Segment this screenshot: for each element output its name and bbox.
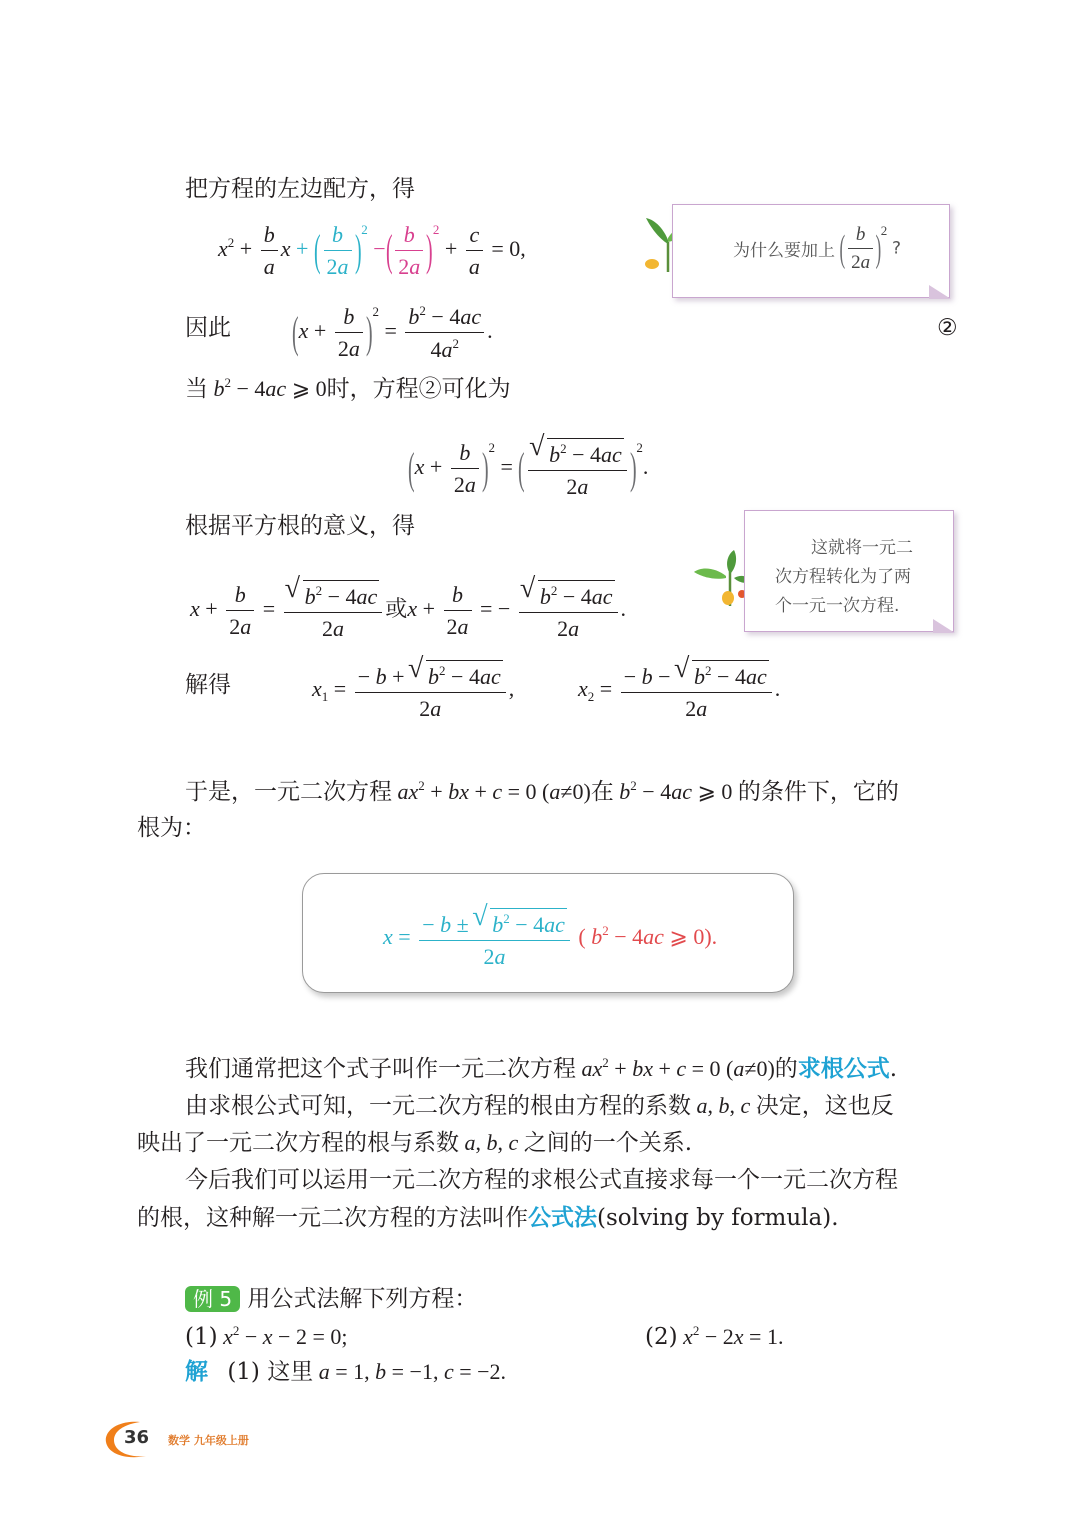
text-p1-b: 在	[590, 779, 614, 805]
text-condition-line	[185, 375, 511, 404]
note2-line-2: 次方程转化为了两	[775, 567, 911, 587]
plant-sprout-icon	[690, 548, 752, 610]
equation-squares-equal: (x + $\frac{b}{2a}$ )$^2$ = ( √ $\frac{b^2 - 4ac}{2a}$ )$^2$.	[408, 438, 648, 500]
text-p2-b: 的	[774, 1056, 798, 1082]
solution-x1: $x_1$ = $\frac{- b + √ b^2 - 4ac}{2a}$ ,	[312, 660, 514, 722]
condition-discriminant: $b^2 - 4ac$ ⩾ 0	[213, 375, 327, 401]
quadratic-formula-box	[302, 873, 794, 993]
example-item-2-label: (2)	[645, 1324, 678, 1350]
note-question-mark: ?	[891, 238, 901, 259]
paragraph-coefficients-2: 映出了一元二次方程的根与系数 a, b, c 之间的一个关系.	[137, 1130, 693, 1156]
term-root-formula: 求根公式	[797, 1056, 890, 1082]
example-item-2: (2) $x^2 - 2x = 1$.	[645, 1323, 784, 1350]
text-p3-a: 由求根公式可知，一元二次方程的根由方程的系数	[185, 1093, 691, 1119]
label-solve: 解得	[185, 672, 231, 698]
example-item-1: (1) $x^2 - x - 2 = 0$;	[185, 1323, 348, 1350]
example-title: 用公式法解下列方程：	[247, 1286, 478, 1312]
paragraph-formula-method-1: 今后我们可以运用一元二次方程的求根公式直接求每一个一元二次方程	[185, 1167, 898, 1193]
text-roots-are: 根为：	[137, 815, 206, 841]
quadratic-formula: x = $\frac{- b \pm √ b^2 - 4ac}{2a}$ ( $b^2 - 4ac$ ⩾ 0).	[383, 908, 717, 970]
text-line-complete-square: 把方程的左边配方，得	[185, 176, 415, 202]
note-page-curl	[933, 619, 955, 633]
note-page-curl	[929, 285, 951, 299]
solution-line: 解 (1) 这里 a = 1, b = −1, c = −2.	[185, 1359, 507, 1385]
equation-2: (x + $\frac{b}{2a}$ )$^2$ = $\frac{b^2 - 4ac}{4a^2}$ .	[292, 303, 493, 362]
equation-complete-square: $x^2$ + $\frac{b}{a}$ x + ( $\frac{b}{2a}$ )$^2$ −( $\frac{b}{2a}$ )$^2$ + $\frac{c}{a}$ = 0,	[218, 222, 526, 279]
text-p3-b: 决定，这也反	[755, 1093, 894, 1119]
text-p1-c: 的条件下，它的	[737, 779, 899, 805]
solution-label: 解	[185, 1359, 208, 1385]
term-formula-method: 公式法	[528, 1205, 597, 1231]
text-or: 或	[385, 597, 408, 623]
solution-x2: $x_2$ = $\frac{- b - √ b^2 - 4ac}{2a}$ .	[578, 660, 780, 722]
equation-number-2: ②	[937, 315, 958, 341]
note2-line-1: 这就将一元二	[811, 538, 913, 558]
note2-line-3: 个一元一次方程.	[775, 596, 900, 616]
paragraph-coefficients-1: 由求根公式可知，一元二次方程的根由方程的系数 a, b, c 决定，这也反	[185, 1093, 894, 1119]
example-5-heading	[185, 1286, 477, 1314]
paragraph-formula-name: 我们通常把这个式子叫作一元二次方程 $ax^2$ + bx + c = 0 (a≠0)的求根公式.	[185, 1055, 898, 1082]
example-item-1-label: (1)	[185, 1324, 218, 1350]
equation-two-linear: x + $\frac{b}{2a}$ = √ $\frac{b^2 - 4ac}{2a}$ 或x + $\frac{b}{2a}$ = − √ $\frac{b^2 - 4ac}{2a}$ .	[190, 580, 626, 642]
note-convert-to-linear	[744, 510, 954, 632]
book-title: 数学 九年级上册	[168, 1434, 249, 1447]
note-why-add-term	[672, 204, 950, 298]
text-p4-b: 的根，这种解一元二次方程的方法叫作	[137, 1205, 528, 1231]
label-therefore: 因此	[185, 315, 231, 341]
page-number: 36	[124, 1427, 150, 1448]
text-p4-c: (solving by formula).	[597, 1205, 839, 1231]
example-badge: 例 5	[185, 1286, 240, 1312]
text-p1-a: 于是，一元二次方程	[185, 779, 392, 805]
text-p3-c: 映出了一元二次方程的根与系数	[137, 1130, 459, 1156]
note-question-text: 为什么要加上	[733, 240, 835, 261]
paragraph-formula-method-2	[137, 1205, 839, 1233]
text-square-root-meaning: 根据平方根的意义，得	[185, 513, 415, 539]
text-when: 当	[185, 376, 208, 402]
text-becomes: 时，方程②可化为	[326, 376, 511, 402]
paragraph-roots-intro: 于是，一元二次方程 $ax^2$ + bx + c = 0 (a≠0)在 $b^2 - 4ac$ ⩾ 0 的条件下，它的	[185, 778, 899, 805]
note-question-formula: ( $\frac{b}{2a}$ )$^2$	[839, 223, 888, 273]
text-p2-c: .	[889, 1056, 898, 1082]
text-p2-a: 我们通常把这个式子叫作一元二次方程	[185, 1056, 576, 1082]
text-p3-d: 之间的一个关系.	[523, 1130, 693, 1156]
solution-item-1: (1) 这里	[227, 1359, 314, 1385]
